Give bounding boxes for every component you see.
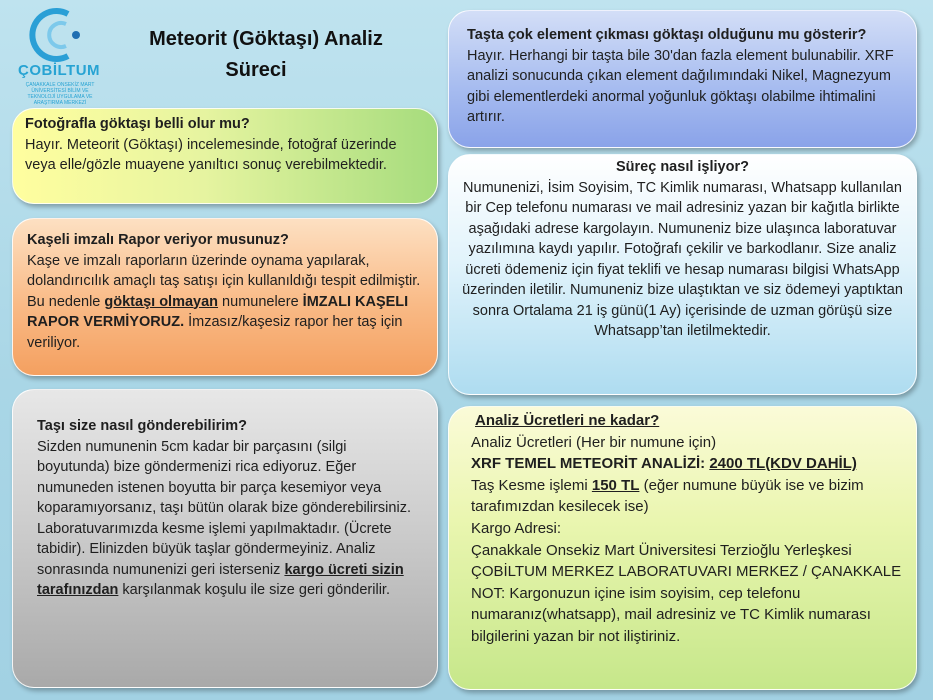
- shipping-body-text-1: Sizden numunenin 5cm kadar bir parçasını (silgi boyutunda) bize göndermenizi rica ediyoruz. Eğer numuneden istenen boyutta bir parça kesemiyor veya koparamıyorsanız, taşı bütün olarak bize gönderebilirsiniz. Laboratuvarımızda kesme işlemi yapılmaktadır. (Ücrete tabidir). Elinizden büyük taşlar göndermeyiniz. Analiz sonrasında numunenizi geri isterseniz: [37, 438, 411, 578]
- photo-question-body: Hayır. Meteorit (Göktaşı) incelemesinde, fotoğraf üzerinde veya elle/gözle muayene yanıltıcı sonuç verebilmektedir.: [25, 136, 397, 173]
- elements-question-heading: Taşta çok element çıkması göktaşı olduğunu mu gösterir?: [467, 27, 867, 43]
- photo-question-heading: Fotoğrafla göktaşı belli olur mu?: [25, 116, 250, 132]
- fees-cut-line: [471, 475, 906, 518]
- fees-xrf-label: XRF TEMEL METEORİT ANALİZİ:: [471, 455, 710, 473]
- fees-cut-price: 150 TL: [591, 476, 640, 494]
- fees-line-1: Analiz Ücretleri (Her bir numune için): [471, 433, 717, 451]
- fees-address: Çanakkale Onsekiz Mart Üniversitesi Terzioğlu Yerleşkesi ÇOBİLTUM MERKEZ LABORATUVARI MERKEZ / ÇANAKKALE: [471, 541, 902, 581]
- fees-heading: Analiz Ücretleri ne kadar?: [475, 412, 660, 429]
- process-body: Numunenizi, İsim Soyisim, TC Kimlik numarası, Whatsapp kullanılan bir Cep telefonu numarası ve mail adresiniz yazan bir kağıtla birlikte aşağıdaki adrese kargolayın. Numuneniz bize ulaşınca laboratuvar yazılımına kaydı yapılır. Fotoğrafı çekilir ve barkodlanır. Size analiz ücreti ödemeniz için fiyat teklifi ve hesap numarası bilgisi WhatsApp üzerinden iletilir. Numuneniz bize ulaştıktan ve siz ödemeyi yaptıktan sonra Ortalama 21 iş günü(1 Ay) içerisinde de uzman görüşü size Whatsapp’tan iletilmektedir.: [462, 179, 903, 339]
- report-body-text-2: numunelere: [218, 293, 303, 310]
- logo-subtitle: ÇANAKKALE ONSEKİZ MART ÜNİVERSİTESİ BİLİM VE TEKNOLOJİ UYGULAMA VE ARAŞTIRMA MERKEZİ: [25, 82, 95, 106]
- fees-cut-post: (eğer numune büyük ise ve bizim tarafımızdan kesilecek ise): [471, 476, 864, 516]
- shipping-question-body: [37, 437, 423, 601]
- elements-question-box: [448, 10, 917, 148]
- fees-box: [448, 406, 917, 690]
- elements-question-body: Hayır. Herhangi bir taşta bile 30'dan fazla element bulunabilir. XRF analizi sonucunda çıkan element dağılımındaki Nikel, Magnezyum gibi elementlerdeki anormal yoğunluk göktaşı olabilme ihtimalini artırır.: [467, 47, 894, 125]
- report-question-box: [12, 218, 438, 376]
- cobiltum-logo-icon: [18, 6, 118, 64]
- fees-address-label: Kargo Adresi:: [471, 519, 562, 537]
- fees-cut-pre: Taş Kesme işlemi: [471, 476, 592, 494]
- report-emphasis-not-meteorite: göktaşı olmayan: [104, 293, 219, 310]
- shipping-emphasis-cargo-fee: kargo ücreti sizin tarafınızdan: [37, 561, 404, 598]
- shipping-question-box: [12, 389, 438, 688]
- page-title: [118, 24, 414, 86]
- page-title-line-1: Meteorit (Göktaşı) Analiz: [149, 28, 383, 50]
- fees-note: NOT: Kargonuzun içine isim soyisim, cep telefonu numaranız(whatsapp), mail adresiniz ve TC Kimlik numarası bilgilerini yazan bir not iliştiriniz.: [471, 584, 871, 645]
- fees-xrf-price: 2400 TL(KDV DAHİL): [709, 455, 857, 473]
- report-body-text-1: Kaşe ve imzalı raporların üzerinde oynama yapılarak, dolandırıcılık amaçlı taş satışı için kullanıldığı tespit edilmiştir. Bu nedenle: [27, 252, 421, 310]
- fees-xrf-line: [471, 453, 906, 475]
- process-heading: Süreç nasıl işliyor?: [616, 159, 749, 175]
- page-title-line-2: Süreci: [225, 59, 287, 81]
- report-question-heading: Kaşeli imzalı Rapor veriyor musunuz?: [27, 232, 289, 248]
- process-box: [448, 154, 917, 395]
- shipping-body-text-2: karşılanmak koşulu ile size geri gönderilir.: [118, 582, 390, 598]
- photo-question-box: [12, 108, 438, 204]
- shipping-question-heading: Taşı size nasıl gönderebilirim?: [37, 418, 248, 434]
- cobiltum-logo: [18, 6, 118, 104]
- report-body-text-3: İmzasız/kaşesiz rapor her taş için veriliyor.: [27, 314, 403, 351]
- report-question-body: [27, 251, 423, 354]
- report-emphasis-no-signed-report: İMZALI KAŞELI RAPOR VERMİYORUZ.: [27, 293, 409, 330]
- logo-brand-text: ÇOBİLTUM: [18, 62, 101, 79]
